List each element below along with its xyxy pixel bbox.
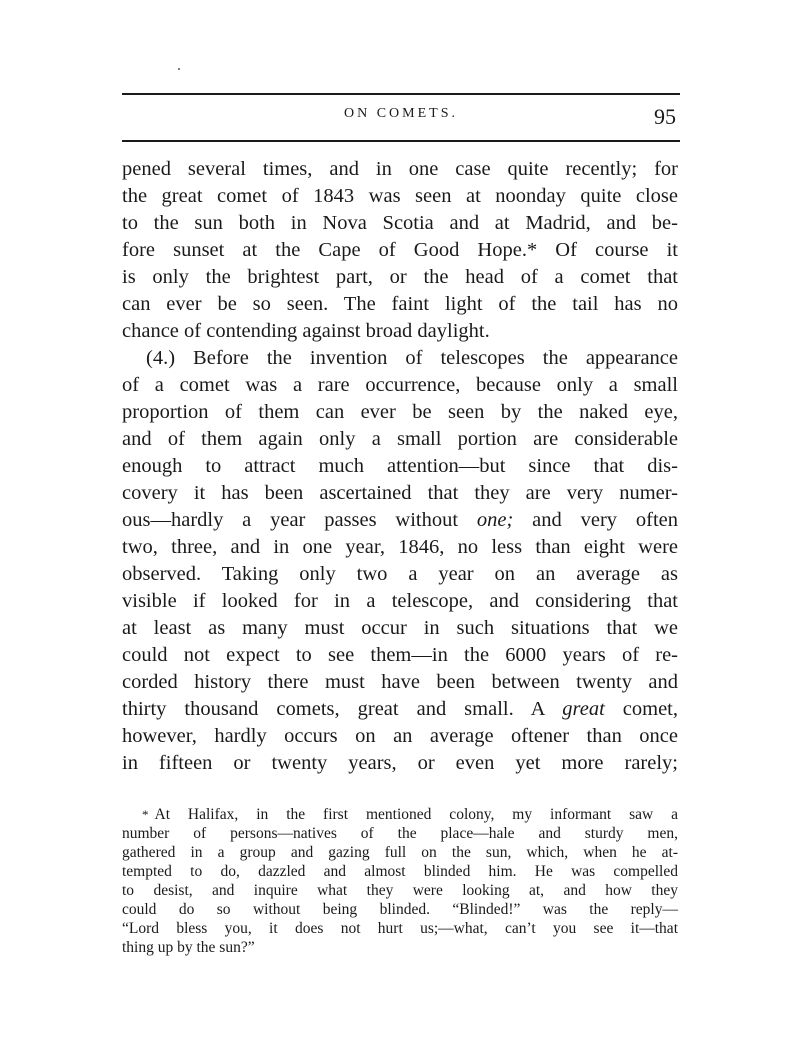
footnote [122,805,678,957]
footnote-text: At Halifax, in the first mentioned colony, my informant saw a [154,806,678,823]
text-line: can ever be so seen. The faint light of the tail has no [122,293,678,315]
footnote-line: number of persons—natives of the place—hale and sturdy men, [122,825,678,842]
text-segment: comet, [604,698,678,720]
footnote-line: to desist, and inquire what they were looking at, and how they [122,882,678,899]
text-line: two, three, and in one year, 1846, no less than eight were [122,536,678,558]
page-number: 95 [654,104,676,129]
text-line: proportion of them can ever be seen by the naked eye, [122,401,678,423]
running-head [122,104,680,134]
text-line: visible if looked for in a telescope, and considering that [122,590,678,612]
print-speck [178,68,180,70]
text-line: could not expect to see them—in the 6000 years of re- [122,644,678,666]
text-line: (4.) Before the invention of telescopes the appearance [146,347,678,369]
italic-word: great [562,698,605,720]
text-line: and of them again only a small portion are considerable [122,428,678,450]
text-line: to the sun both in Nova Scotia and at Madrid, and be- [122,212,678,234]
text-line: fore sunset at the Cape of Good Hope.* Of course it [122,239,678,261]
footnote-line: “Lord bless you, it does not hurt us;—what, can’t you see it—that [122,920,678,937]
text-line: enough to attract much attention—but since that dis- [122,455,678,477]
footnote-marker: * [142,807,149,822]
text-line: however, hardly occurs on an average oftener than once [122,725,678,747]
body-text [122,156,678,777]
footnote-line: tempted to do, dazzled and almost blinded him. He was compelled [122,863,678,880]
text-line: covery it has been ascertained that they are very numer- [122,482,678,504]
text-line: of a comet was a rare occurrence, because only a small [122,374,678,396]
italic-word: one; [476,509,514,531]
text-segment: and very often [513,509,678,531]
footnote-line: thing up by the sun?” [122,939,255,956]
text-line: corded history there must have been between twenty and [122,671,678,693]
text-line: observed. Taking only two a year on an average as [122,563,678,585]
text-line: the great comet of 1843 was seen at noonday quite close [122,185,678,207]
text-line: at least as many must occur in such situations that we [122,617,678,639]
running-title: ON COMETS. [343,106,458,121]
text-line: pened several times, and in one case quite recently; for [122,158,678,180]
header-rule-bottom [122,140,680,142]
text-line: chance of contending against broad daylight. [122,320,490,342]
footnote-line: could do so without being blinded. “Blinded!” was the reply— [122,901,678,918]
text-line-with-italic [122,507,678,534]
footnote-line [122,805,678,824]
text-line: in fifteen or twenty years, or even yet more rarely; [122,752,678,774]
text-segment: thirty thousand comets, great and small. A [122,698,563,720]
footnote-line: gathered in a group and gazing full on the sun, which, when he at- [122,844,678,861]
header-rule-top [122,93,680,95]
text-segment: ous—hardly a year passes without [122,509,477,531]
text-line: is only the brightest part, or the head of a comet that [122,266,678,288]
text-line-with-italic [122,696,678,723]
